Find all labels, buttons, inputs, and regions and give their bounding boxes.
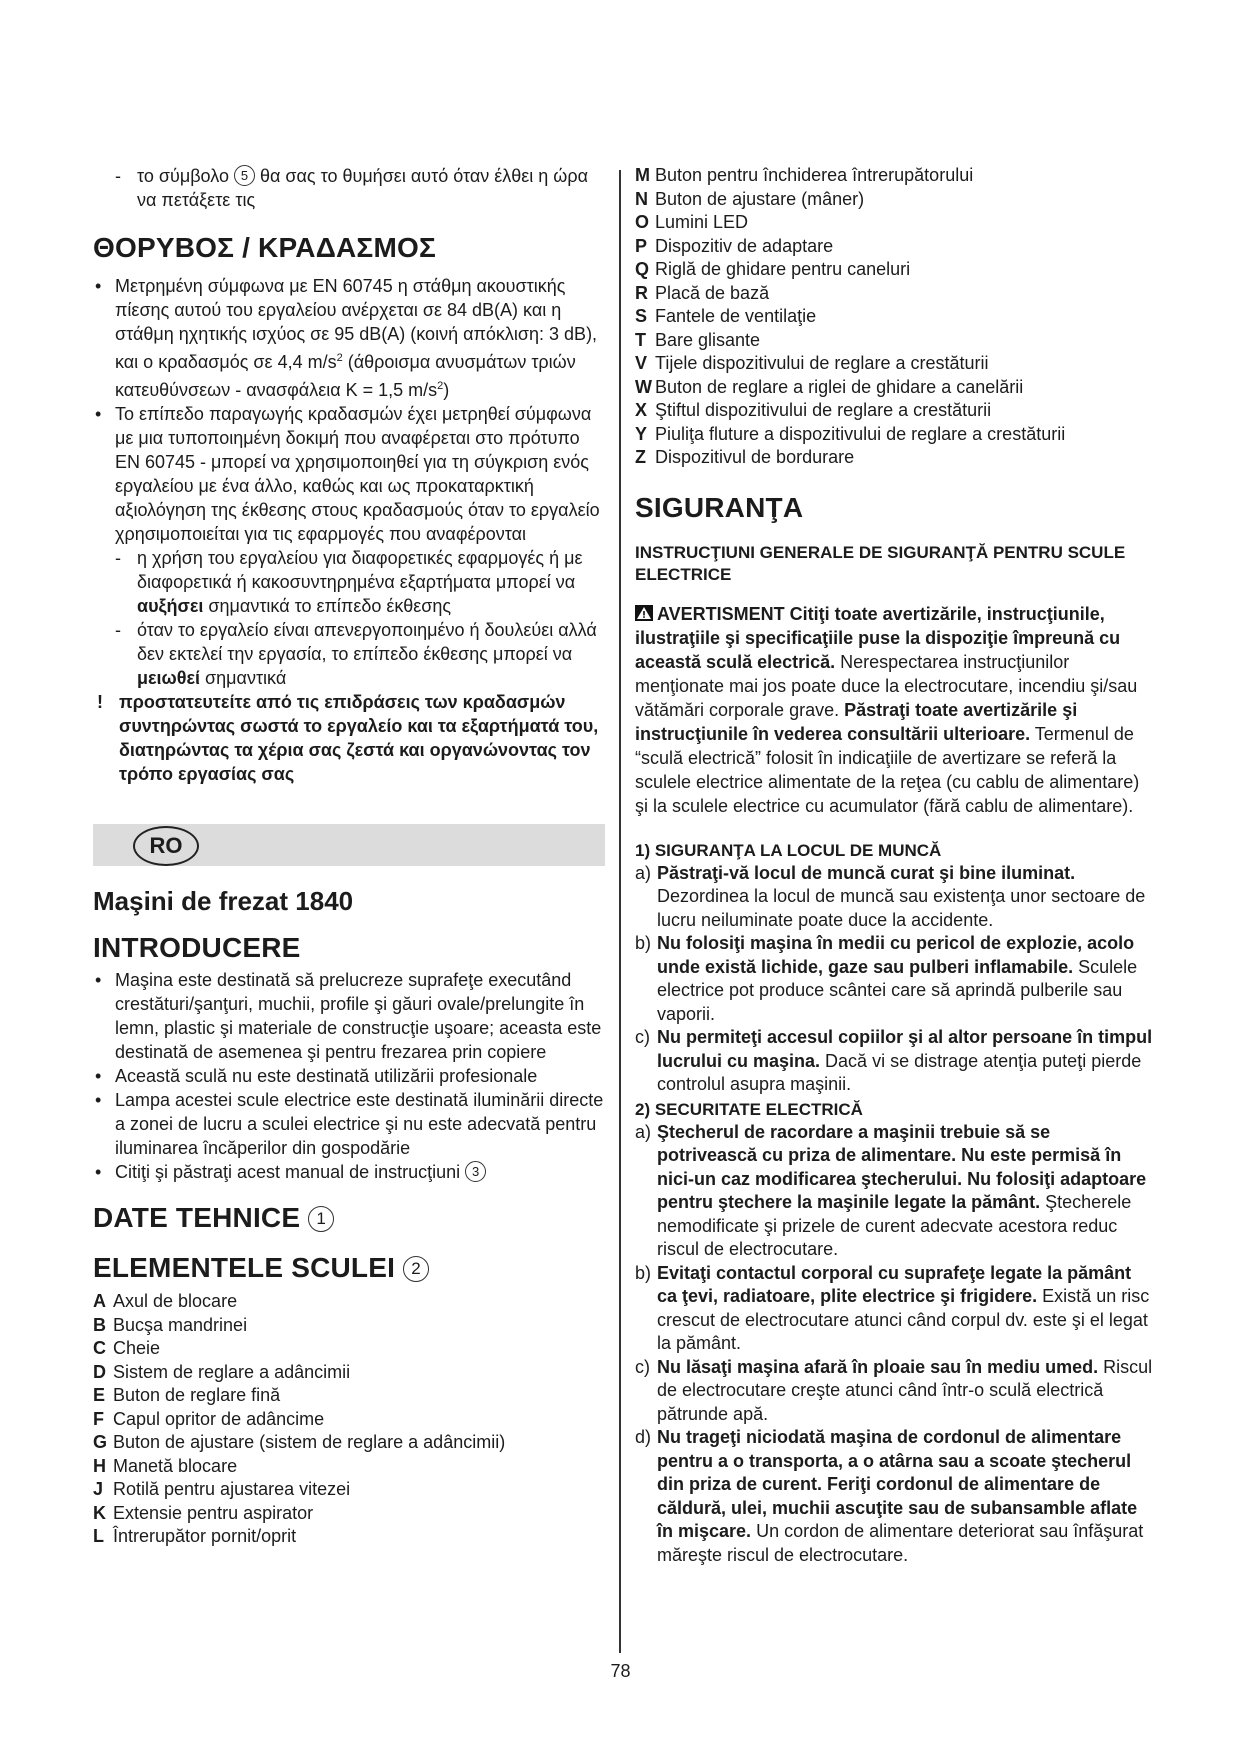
section-2-list bbox=[635, 1121, 1155, 1568]
intro-bullet-2: • Această sculă nu este destinată utilizării profesionale bbox=[93, 1064, 605, 1088]
element-item: S Fantele de ventilaţie bbox=[635, 306, 817, 326]
circled-number-5: 5 bbox=[234, 165, 255, 186]
element-item: G Buton de ajustare (sistem de reglare a adâncimii) bbox=[93, 1432, 506, 1452]
noise-heading: ΘΟΡΥΒΟΣ / ΚΡΑΔΑΣΜΟΣ bbox=[93, 232, 436, 263]
element-item: V Tijele dispozitivului de reglare a crestăturii bbox=[635, 353, 989, 373]
language-badge-ro: RO bbox=[133, 826, 199, 866]
element-item: M Buton pentru închiderea întrerupătorului bbox=[635, 165, 974, 185]
element-item: P Dispozitiv de adaptare bbox=[635, 235, 834, 256]
elements-heading bbox=[93, 1252, 605, 1284]
section-2-heading: 2) SECURITATE ELECTRICĂ bbox=[635, 1099, 863, 1119]
elements-list-right bbox=[635, 164, 1155, 470]
element-item: W Buton de reglare a riglei de ghidare a canelării bbox=[635, 376, 1024, 397]
sup-1: 2 bbox=[336, 352, 343, 364]
element-item: O Lumini LED bbox=[635, 212, 749, 232]
safety-item: b) Nu folosiţi maşina în medii cu pericol de explozie, acolo unde există lichide, gaze sau pulberi inflamabile. Sculele electrice pot produce scântei care să aprindă pulberile sau vaporii. bbox=[635, 933, 1138, 1024]
section-1-list bbox=[635, 862, 1155, 1097]
warning-text-2: Termenul de “sculă electrică” folosit în indicaţiile de avertizare se referă la sculele electrice alimentate de la reţea (cu cablu de alimentare) şi la sculele electrice cu acumulator (fără cablu de alimentare). bbox=[635, 723, 1140, 816]
noise-b1-a: Μετρημένη σύμφωνα με EN 60745 η στάθμη ακουστικής πίεσης αυτού του εργαλείου ανέρχεται σε 84 dB(A) και η στάθμη ηχητικής ισχύος σε 95 dB(A) (κοινή απόκλιση: 3 dB), και ο κραδασμός σε 4,4 m/s bbox=[115, 276, 598, 372]
element-item: R Placă de bază bbox=[635, 282, 770, 303]
section-1-heading: 1) SIGURANŢA LA LOCUL DE MUNCĂ bbox=[635, 840, 942, 860]
noise-sub1-c: σημαντικά το επίπεδο έκθεσης bbox=[203, 596, 452, 616]
element-item: B Bucşa mandrinei bbox=[93, 1314, 248, 1335]
element-item: L Întrerupător pornit/oprit bbox=[93, 1526, 297, 1546]
element-item: Q Riglă de ghidare pentru caneluri bbox=[635, 259, 911, 279]
language-bar bbox=[93, 824, 605, 866]
element-item: F Capul opritor de adâncime bbox=[93, 1408, 325, 1429]
warning-bold-1: AVERTISMENT Citiţi toate avertizările, instrucţiunile, ilustraţiile şi specificaţiile puse la dispoziţie împreună cu această sculă electrică. bbox=[635, 603, 1121, 672]
elements-heading-text: ELEMENTELE SCULEI bbox=[93, 1252, 396, 1283]
warning-triangle-icon bbox=[635, 605, 653, 621]
warning-bold-2: Păstraţi toate avertizările şi instrucţiunile în vederea consultării ulterioare. bbox=[635, 699, 1078, 744]
element-item: D Sistem de reglare a adâncimii bbox=[93, 1361, 351, 1382]
safety-item: b) Evitaţi contactul corporal cu suprafeţe legate la pământ ca ţevi, radiatoare, plite electrice şi frigidere. Există un risc crescut de electrocutare atunci când corpul dv. este şi el legat la pământ. bbox=[635, 1262, 1150, 1353]
noise-b1-c: ) bbox=[443, 380, 450, 400]
element-item: X Ştiftul dispozitivului de reglare a crestăturii bbox=[635, 400, 992, 420]
column-divider bbox=[619, 170, 621, 1653]
element-item: C Cheie bbox=[93, 1338, 161, 1358]
noise-sub1-bold: αυξήσει bbox=[137, 596, 204, 616]
element-item: E Buton de reglare fină bbox=[93, 1385, 281, 1405]
tech-heading-text: DATE TEHNICE bbox=[93, 1202, 301, 1233]
symbol-note-pre: το σύμβολο bbox=[137, 166, 229, 186]
safety-heading: SIGURANŢA bbox=[635, 491, 804, 523]
circled-number-2: 2 bbox=[403, 1256, 429, 1282]
page-number: 78 bbox=[610, 1661, 631, 1681]
safety-item: c) Nu permiteţi accesul copiilor şi al altor persoane în timpul lucrului cu maşina. Dacă vi se distrage atenţia puteţi pierde controlul asupra maşinii. bbox=[635, 1027, 1153, 1094]
noise-bullet-1 bbox=[93, 274, 605, 402]
right-column bbox=[635, 164, 1155, 1567]
safety-item: d) Nu trageţi niciodată maşina de cordonul de alimentare pentru a o transporta, a o atârna sau a scoate ştecherul din priza de curent. Feriţi cordonul de alimentare de căldură, ulei, muchii ascuţite sau de subansamble aflate în mişcare. Un cordon de alimentare deteriorat sau înfăşurat măreşte riscul de electrocutare. bbox=[635, 1427, 1144, 1565]
left-column bbox=[93, 164, 605, 1549]
elements-list-left bbox=[93, 1290, 605, 1549]
noise-bullet-2: • Το επίπεδο παραγωγής κραδασμών έχει μετρηθεί σύμφωνα με μια τυποποιημένη δοκιμή που αναφέρεται στο πρότυπο EN 60745 - μπορεί να χρησιμοποιηθεί για τη σύγκριση ενός εργαλείου με ένα άλλο, καθώς και ως προκαταρκτική αξιολόγηση της έκθεσης στους κραδασμούς όταν το εργαλείο χρησιμοποιείται για τις εφαρμογές που αναφέρονται bbox=[93, 402, 605, 546]
circled-number-3: 3 bbox=[465, 1161, 486, 1182]
noise-b1-b: (άθροισμα ανυσμάτων τριών κατευθύνσεων - ανασφάλεια K = 1,5 m/s bbox=[115, 352, 576, 400]
noise-sub2-bold: μειωθεί bbox=[137, 668, 201, 688]
general-safety-heading: INSTRUCŢIUNI GENERALE DE SIGURANŢĂ PENTRU SCULE ELECTRICE bbox=[635, 542, 1126, 584]
noise-sub2-a: όταν το εργαλείο είναι απενεργοποιημένο ή δουλεύει αλλά δεν εκτελεί την εργασία, το επίπεδο έκθεσης μπορεί να bbox=[137, 620, 597, 664]
element-item: Y Piuliţa fluture a dispozitivului de reglare a crestăturii bbox=[635, 423, 1066, 444]
noise-warning: ! προστατευτείτε από τις επιδράσεις των κραδασμών συντηρώντας σωστά το εργαλείο και τα εξαρτήματά του, διατηρώντας τα χέρια σας ζεστά και οργανώνοντας τον τρόπο εργασίας σας bbox=[93, 690, 605, 786]
circled-number-1: 1 bbox=[308, 1206, 334, 1232]
element-item: K Extensie pentru aspirator bbox=[93, 1502, 314, 1523]
element-item: T Bare glisante bbox=[635, 329, 761, 350]
element-item: N Buton de ajustare (mâner) bbox=[635, 188, 865, 209]
element-item: J Rotilă pentru ajustarea vitezei bbox=[93, 1479, 351, 1499]
element-item: A Axul de blocare bbox=[93, 1291, 238, 1311]
greek-symbol-note bbox=[93, 164, 605, 212]
noise-sub-2 bbox=[93, 618, 605, 690]
element-item: Z Dispozitivul de bordurare bbox=[635, 447, 855, 467]
intro-heading: INTRODUCERE bbox=[93, 932, 301, 963]
element-item: H Manetă blocare bbox=[93, 1455, 238, 1476]
tech-data-heading bbox=[93, 1202, 605, 1234]
safety-item: a) Păstraţi-vă locul de muncă curat şi bine iluminat. Dezordinea la locul de muncă sau existenţa unor sectoare de lucru neiluminate poate duce la accidente. bbox=[635, 862, 1146, 930]
intro-bullet-3: • Lampa acestei scule electrice este destinată iluminării directe a zonei de lucru a sculei electrice şi nu este adecvată pentru iluminarea încăperilor din gospodărie bbox=[93, 1088, 605, 1160]
sup-2: 2 bbox=[437, 380, 444, 392]
intro-bullet-1: • Maşina este destinată să prelucreze suprafeţe executând crestături/şanţuri, muchii, profile şi găuri ovale/prelungite în lemn, plastic şi materiale de construcţie uşoare; aceasta este destinată de asemenea şi pentru frezarea prin copiere bbox=[93, 968, 605, 1064]
general-warning-paragraph bbox=[635, 602, 1155, 818]
product-title: Maşini de frezat 1840 bbox=[93, 886, 354, 916]
warning-text-1: Nerespectarea instrucţiunilor menţionate mai jos poate duce la electrocutare, incendiu şi/sau vătămări corporale grave. bbox=[635, 651, 1138, 720]
noise-sub1-a: η χρήση του εργαλείου για διαφορετικές εφαρμογές ή με διαφορετικά ή κακοσυντηρημένα εξαρτήματα μπορεί να bbox=[137, 548, 583, 592]
intro-b4-text: Citiţi şi păstraţi acest manual de instrucţiuni bbox=[115, 1162, 461, 1182]
safety-item: c) Nu lăsaţi maşina afară în ploaie sau în mediu umed. Riscul de electrocutare creşte atunci când într-o sculă electrică pătrunde apă. bbox=[635, 1356, 1153, 1424]
noise-sub-1 bbox=[93, 546, 605, 618]
safety-item: a) Ştecherul de racordare a maşinii trebuie să se potrivească cu priza de alimentare. Nu este permisă în nici-un caz modificarea ştecherului. Nu folosiţi adaptoare pentru ştechere la maşinile legate la pământ. Ştecherele nemodificate şi prizele de curent adecvate acestora reduc riscul de electrocutare. bbox=[635, 1121, 1147, 1259]
symbol-note-post: θα σας το θυμήσει αυτό όταν έλθει η ώρα να πετάξετε τις bbox=[137, 166, 588, 210]
intro-bullet-4 bbox=[93, 1160, 605, 1184]
noise-sub2-c: σημαντικά bbox=[200, 668, 287, 688]
